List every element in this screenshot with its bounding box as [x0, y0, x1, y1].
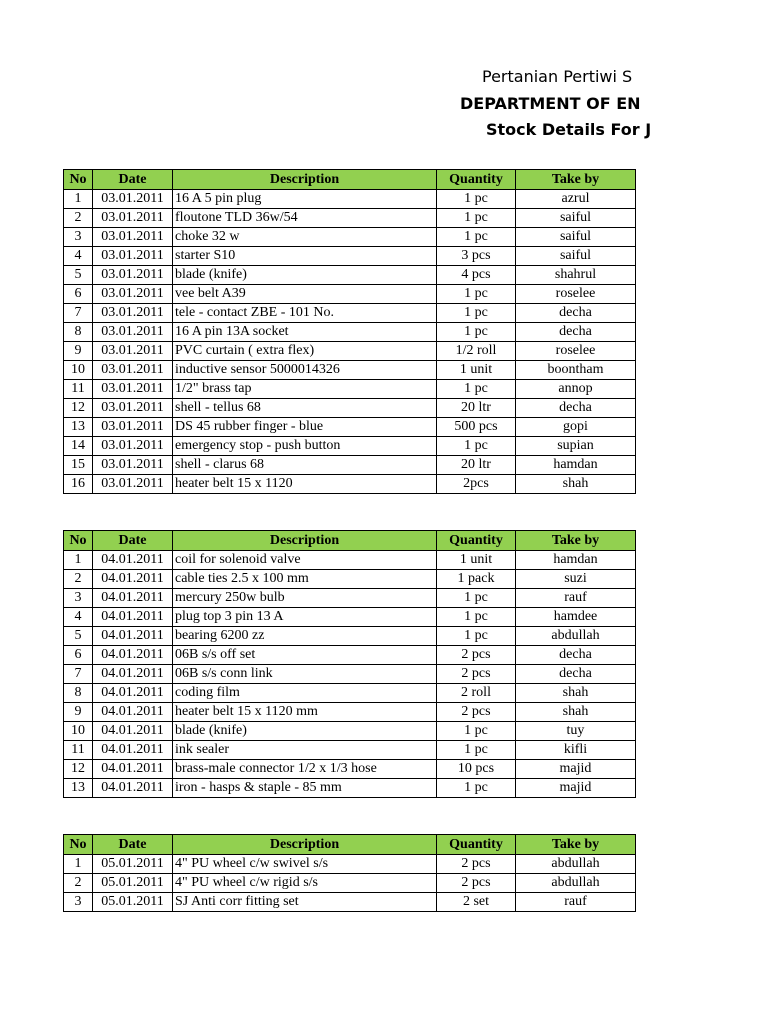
- cell-quantity: 2 pcs: [437, 646, 516, 665]
- no-header: No: [64, 531, 93, 551]
- cell-take-by: shah: [516, 703, 636, 722]
- cell-no: 6: [64, 646, 93, 665]
- cell-description: brass-male connector 1/2 x 1/3 hose: [173, 760, 437, 779]
- table-row: [64, 684, 636, 703]
- cell-description: PVC curtain ( extra flex): [173, 342, 437, 361]
- cell-no: 3: [64, 228, 93, 247]
- cell-quantity: 2 pcs: [437, 855, 516, 874]
- cell-no: 2: [64, 209, 93, 228]
- cell-date: 03.01.2011: [93, 190, 173, 209]
- cell-date: 03.01.2011: [93, 361, 173, 380]
- cell-no: 13: [64, 779, 93, 798]
- table-row: [64, 247, 636, 266]
- cell-date: 04.01.2011: [93, 779, 173, 798]
- cell-no: 4: [64, 608, 93, 627]
- cell-take-by: saiful: [516, 247, 636, 266]
- cell-take-by: annop: [516, 380, 636, 399]
- cell-date: 04.01.2011: [93, 608, 173, 627]
- cell-date: 03.01.2011: [93, 399, 173, 418]
- cell-quantity: 2 roll: [437, 684, 516, 703]
- cell-description: SJ Anti corr fitting set: [173, 893, 437, 912]
- cell-take-by: shah: [516, 475, 636, 494]
- cell-take-by: suzi: [516, 570, 636, 589]
- cell-date: 03.01.2011: [93, 247, 173, 266]
- cell-quantity: 1 pc: [437, 437, 516, 456]
- table-row: [64, 646, 636, 665]
- stock-table-3: [63, 834, 636, 912]
- cell-no: 1: [64, 551, 93, 570]
- cell-description: starter S10: [173, 247, 437, 266]
- stock-table-2: [63, 530, 636, 798]
- cell-no: 10: [64, 361, 93, 380]
- cell-description: 06B s/s off set: [173, 646, 437, 665]
- cell-description: coding film: [173, 684, 437, 703]
- cell-date: 03.01.2011: [93, 456, 173, 475]
- cell-quantity: 10 pcs: [437, 760, 516, 779]
- cell-date: 04.01.2011: [93, 646, 173, 665]
- table-row: [64, 703, 636, 722]
- table-row: [64, 741, 636, 760]
- cell-take-by: kifli: [516, 741, 636, 760]
- cell-description: cable ties 2.5 x 100 mm: [173, 570, 437, 589]
- cell-date: 03.01.2011: [93, 342, 173, 361]
- cell-take-by: gopi: [516, 418, 636, 437]
- table-row: [64, 779, 636, 798]
- description-header: Description: [173, 835, 437, 855]
- cell-no: 3: [64, 589, 93, 608]
- cell-no: 8: [64, 323, 93, 342]
- cell-take-by: shahrul: [516, 266, 636, 285]
- cell-description: inductive sensor 5000014326: [173, 361, 437, 380]
- table-row: [64, 304, 636, 323]
- cell-take-by: decha: [516, 304, 636, 323]
- table-header-row: [64, 835, 636, 855]
- cell-quantity: 1 unit: [437, 551, 516, 570]
- cell-description: 4" PU wheel c/w rigid s/s: [173, 874, 437, 893]
- cell-take-by: decha: [516, 323, 636, 342]
- table-row: [64, 874, 636, 893]
- cell-no: 2: [64, 570, 93, 589]
- cell-take-by: hamdee: [516, 608, 636, 627]
- cell-take-by: decha: [516, 646, 636, 665]
- cell-no: 14: [64, 437, 93, 456]
- cell-description: 16 A 5 pin plug: [173, 190, 437, 209]
- cell-no: 1: [64, 190, 93, 209]
- cell-date: 04.01.2011: [93, 589, 173, 608]
- cell-quantity: 1 pc: [437, 380, 516, 399]
- table-row: [64, 456, 636, 475]
- company-name: Pertanian Pertiwi S: [482, 67, 633, 86]
- cell-no: 5: [64, 627, 93, 646]
- cell-no: 15: [64, 456, 93, 475]
- cell-quantity: 1 pc: [437, 304, 516, 323]
- cell-date: 04.01.2011: [93, 703, 173, 722]
- cell-no: 9: [64, 703, 93, 722]
- cell-quantity: 1 pc: [437, 722, 516, 741]
- take-by-header: Take by: [516, 835, 636, 855]
- cell-take-by: tuy: [516, 722, 636, 741]
- cell-quantity: 1 pc: [437, 209, 516, 228]
- cell-date: 04.01.2011: [93, 760, 173, 779]
- table-row: [64, 190, 636, 209]
- date-header: Date: [93, 170, 173, 190]
- cell-take-by: decha: [516, 665, 636, 684]
- cell-description: coil for solenoid valve: [173, 551, 437, 570]
- cell-date: 04.01.2011: [93, 551, 173, 570]
- table-row: [64, 760, 636, 779]
- cell-take-by: rauf: [516, 893, 636, 912]
- quantity-header: Quantity: [437, 170, 516, 190]
- cell-quantity: 500 pcs: [437, 418, 516, 437]
- cell-take-by: rauf: [516, 589, 636, 608]
- cell-quantity: 3 pcs: [437, 247, 516, 266]
- cell-quantity: 1 pc: [437, 741, 516, 760]
- table-row: [64, 380, 636, 399]
- cell-no: 9: [64, 342, 93, 361]
- cell-description: floutone TLD 36w/54: [173, 209, 437, 228]
- cell-date: 03.01.2011: [93, 266, 173, 285]
- cell-quantity: 2 pcs: [437, 874, 516, 893]
- cell-no: 11: [64, 380, 93, 399]
- cell-date: 04.01.2011: [93, 570, 173, 589]
- cell-no: 6: [64, 285, 93, 304]
- table-row: [64, 551, 636, 570]
- cell-no: 4: [64, 247, 93, 266]
- cell-description: 16 A pin 13A socket: [173, 323, 437, 342]
- cell-quantity: 1 pc: [437, 589, 516, 608]
- cell-date: 03.01.2011: [93, 228, 173, 247]
- cell-date: 03.01.2011: [93, 304, 173, 323]
- table-row: [64, 475, 636, 494]
- cell-take-by: hamdan: [516, 551, 636, 570]
- cell-date: 05.01.2011: [93, 874, 173, 893]
- cell-take-by: abdullah: [516, 874, 636, 893]
- cell-quantity: 2 set: [437, 893, 516, 912]
- description-header: Description: [173, 531, 437, 551]
- cell-no: 13: [64, 418, 93, 437]
- cell-description: choke 32 w: [173, 228, 437, 247]
- cell-date: 03.01.2011: [93, 285, 173, 304]
- cell-description: 06B s/s conn link: [173, 665, 437, 684]
- cell-description: bearing 6200 zz: [173, 627, 437, 646]
- cell-description: 1/2" brass tap: [173, 380, 437, 399]
- cell-quantity: 20 ltr: [437, 456, 516, 475]
- cell-quantity: 20 ltr: [437, 399, 516, 418]
- cell-no: 3: [64, 893, 93, 912]
- table-row: [64, 608, 636, 627]
- quantity-header: Quantity: [437, 835, 516, 855]
- cell-no: 8: [64, 684, 93, 703]
- table-row: [64, 418, 636, 437]
- cell-quantity: 2 pcs: [437, 703, 516, 722]
- cell-date: 03.01.2011: [93, 209, 173, 228]
- cell-take-by: majid: [516, 760, 636, 779]
- cell-take-by: majid: [516, 779, 636, 798]
- cell-take-by: hamdan: [516, 456, 636, 475]
- cell-description: tele - contact ZBE - 101 No.: [173, 304, 437, 323]
- cell-quantity: 1 pc: [437, 608, 516, 627]
- table-row: [64, 627, 636, 646]
- cell-take-by: decha: [516, 399, 636, 418]
- cell-take-by: saiful: [516, 228, 636, 247]
- cell-quantity: 1 pc: [437, 627, 516, 646]
- cell-description: DS 45 rubber finger - blue: [173, 418, 437, 437]
- cell-quantity: 1 pc: [437, 285, 516, 304]
- table-row: [64, 323, 636, 342]
- take-by-header: Take by: [516, 170, 636, 190]
- cell-take-by: saiful: [516, 209, 636, 228]
- cell-take-by: abdullah: [516, 627, 636, 646]
- cell-quantity: 1 unit: [437, 361, 516, 380]
- cell-description: mercury 250w bulb: [173, 589, 437, 608]
- table-row: [64, 570, 636, 589]
- table-row: [64, 589, 636, 608]
- cell-description: emergency stop - push button: [173, 437, 437, 456]
- cell-description: heater belt 15 x 1120 mm: [173, 703, 437, 722]
- table-row: [64, 437, 636, 456]
- table-row: [64, 361, 636, 380]
- cell-take-by: azrul: [516, 190, 636, 209]
- cell-description: shell - tellus 68: [173, 399, 437, 418]
- table-header-row: [64, 531, 636, 551]
- cell-description: blade (knife): [173, 722, 437, 741]
- cell-date: 04.01.2011: [93, 722, 173, 741]
- cell-date: 03.01.2011: [93, 323, 173, 342]
- department-name: DEPARTMENT OF EN: [460, 94, 641, 113]
- cell-description: heater belt 15 x 1120: [173, 475, 437, 494]
- cell-take-by: roselee: [516, 342, 636, 361]
- cell-description: shell - clarus 68: [173, 456, 437, 475]
- cell-no: 16: [64, 475, 93, 494]
- cell-quantity: 2pcs: [437, 475, 516, 494]
- cell-date: 03.01.2011: [93, 418, 173, 437]
- cell-take-by: shah: [516, 684, 636, 703]
- cell-date: 03.01.2011: [93, 475, 173, 494]
- cell-no: 10: [64, 722, 93, 741]
- cell-date: 04.01.2011: [93, 627, 173, 646]
- cell-quantity: 1 pc: [437, 779, 516, 798]
- table-row: [64, 209, 636, 228]
- date-header: Date: [93, 531, 173, 551]
- cell-date: 03.01.2011: [93, 437, 173, 456]
- cell-no: 5: [64, 266, 93, 285]
- table-row: [64, 855, 636, 874]
- cell-date: 04.01.2011: [93, 665, 173, 684]
- cell-description: vee belt A39: [173, 285, 437, 304]
- cell-no: 1: [64, 855, 93, 874]
- cell-no: 11: [64, 741, 93, 760]
- cell-no: 12: [64, 399, 93, 418]
- table-row: [64, 228, 636, 247]
- cell-no: 7: [64, 665, 93, 684]
- cell-no: 2: [64, 874, 93, 893]
- cell-date: 05.01.2011: [93, 893, 173, 912]
- table-row: [64, 665, 636, 684]
- no-header: No: [64, 170, 93, 190]
- cell-date: 04.01.2011: [93, 741, 173, 760]
- cell-quantity: 1/2 roll: [437, 342, 516, 361]
- cell-quantity: 1 pc: [437, 323, 516, 342]
- description-header: Description: [173, 170, 437, 190]
- table-row: [64, 266, 636, 285]
- report-title: Stock Details For J: [486, 120, 652, 139]
- cell-take-by: roselee: [516, 285, 636, 304]
- cell-no: 7: [64, 304, 93, 323]
- table-row: [64, 399, 636, 418]
- take-by-header: Take by: [516, 531, 636, 551]
- cell-take-by: supian: [516, 437, 636, 456]
- cell-quantity: 1 pc: [437, 190, 516, 209]
- table-row: [64, 893, 636, 912]
- cell-quantity: 2 pcs: [437, 665, 516, 684]
- stock-table-1: [63, 169, 636, 494]
- cell-description: plug top 3 pin 13 A: [173, 608, 437, 627]
- cell-quantity: 1 pack: [437, 570, 516, 589]
- cell-description: iron - hasps & staple - 85 mm: [173, 779, 437, 798]
- cell-take-by: abdullah: [516, 855, 636, 874]
- cell-take-by: boontham: [516, 361, 636, 380]
- date-header: Date: [93, 835, 173, 855]
- table-row: [64, 342, 636, 361]
- cell-date: 05.01.2011: [93, 855, 173, 874]
- cell-description: 4" PU wheel c/w swivel s/s: [173, 855, 437, 874]
- cell-no: 12: [64, 760, 93, 779]
- cell-date: 04.01.2011: [93, 684, 173, 703]
- cell-date: 03.01.2011: [93, 380, 173, 399]
- table-row: [64, 285, 636, 304]
- cell-quantity: 1 pc: [437, 228, 516, 247]
- cell-description: ink sealer: [173, 741, 437, 760]
- cell-description: blade (knife): [173, 266, 437, 285]
- quantity-header: Quantity: [437, 531, 516, 551]
- table-row: [64, 722, 636, 741]
- no-header: No: [64, 835, 93, 855]
- table-header-row: [64, 170, 636, 190]
- cell-quantity: 4 pcs: [437, 266, 516, 285]
